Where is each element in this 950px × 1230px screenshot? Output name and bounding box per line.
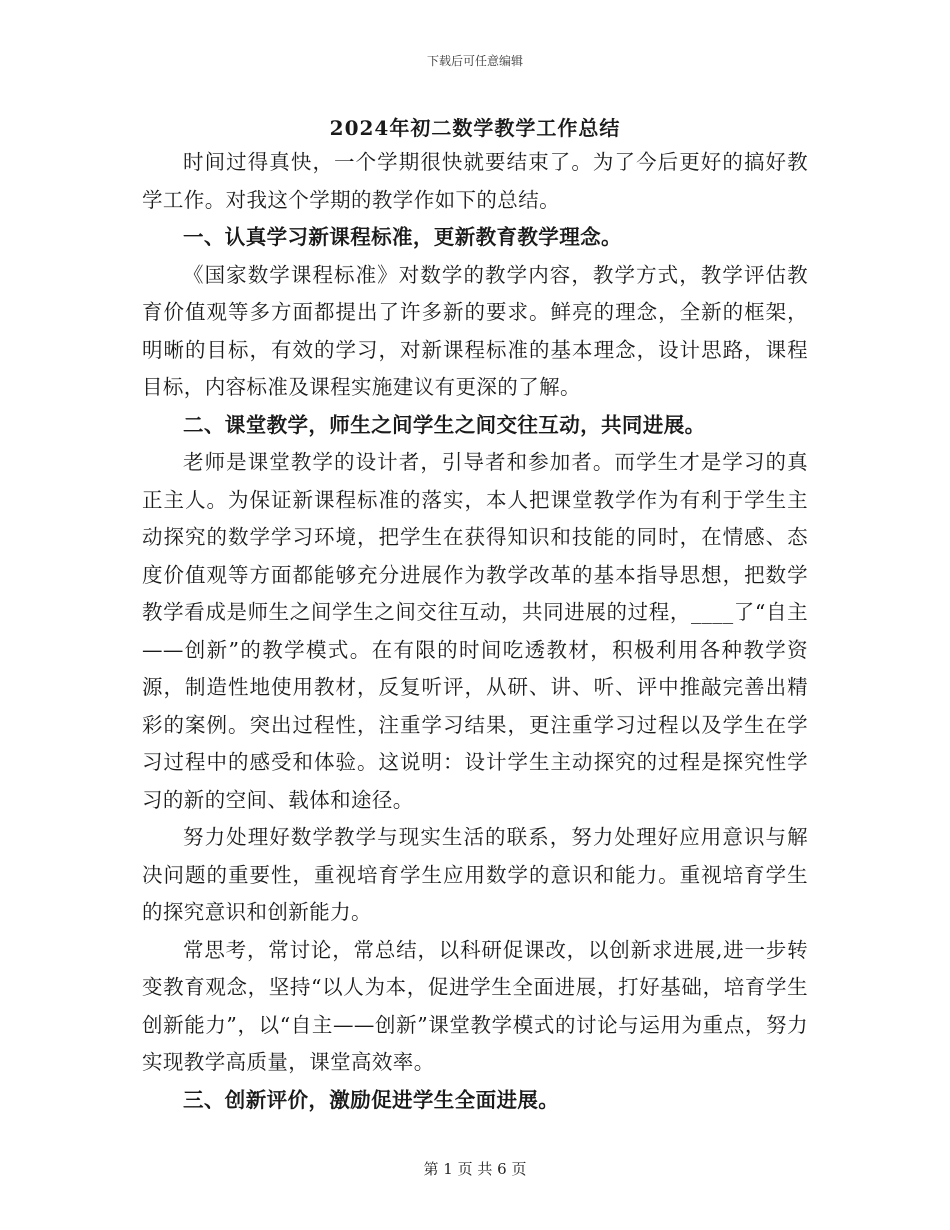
document-title: 2024年初二数学教学工作总结 bbox=[329, 116, 621, 140]
paragraph-list bbox=[142, 144, 808, 1119]
body-paragraph: 常思考，常讨论，常总结，以科研促课改，以创新求进展,进一步转变教育观念，坚持“以人为本，促进学生全面进展，打好基础，培育学生创新能力”，以“自主——创新”课堂教学模式的讨论与运用为重点，努力实现教学高质量，课堂高效率。 bbox=[142, 937, 808, 1074]
body-paragraph: 老师是课堂教学的设计者，引导者和参加者。而学生才是学习的真正主人。为保证新课程标准的落实，本人把课堂教学作为有利于学生主动探究的数学学习环境，把学生在获得知识和技能的同时，在情感、态度价值观等方面都能够充分进展作为教学改革的基本指导思想，把数学教学看成是师生之间学生之间交往互动，共同进展的过程，____了“自主——创新”的教学模式。在有限的时间吃透教材，积极利用各种教学资源，制造性地使用教材，反复听评，从研、讲、听、评中推敲完善出精彩的案例。突出过程性，注重学习结果，更注重学习过程以及学生在学习过程中的感受和体验。这说明：设计学生主动探究的过程是探究性学习的新的空间、载体和途径。 bbox=[142, 450, 808, 812]
document-body bbox=[142, 112, 808, 1119]
body-paragraph: 努力处理好数学教学与现实生活的联系，努力处理好应用意识与解决问题的重要性，重视培育学生应用数学的意识和能力。重视培育学生的探究意识和创新能力。 bbox=[142, 825, 808, 924]
page-number: 第 1 页 共 6 页 bbox=[423, 1160, 527, 1178]
section-heading: 一、认真学习新课程标准，更新教育教学理念。 bbox=[183, 225, 622, 249]
page-header-note: 下载后可任意编辑 bbox=[426, 54, 523, 68]
section-heading: 三、创新评价，激励促进学生全面进展。 bbox=[183, 1087, 560, 1112]
section-heading: 二、课堂教学，师生之间学生之间交往互动，共同进展。 bbox=[183, 412, 706, 437]
body-paragraph: 时间过得真快，一个学期很快就要结束了。为了今后更好的搞好教学工作。对我这个学期的教学作如下的总结。 bbox=[142, 150, 808, 212]
body-paragraph: 《国家数学课程标准》对数学的教学内容，教学方式，教学评估教育价值观等多方面都提出了许多新的要求。鲜亮的理念，全新的框架，明晰的目标，有效的学习，对新课程标准的基本理念，设计思路，课程目标，内容标准及课程实施建议有更深的了解。 bbox=[142, 262, 808, 399]
